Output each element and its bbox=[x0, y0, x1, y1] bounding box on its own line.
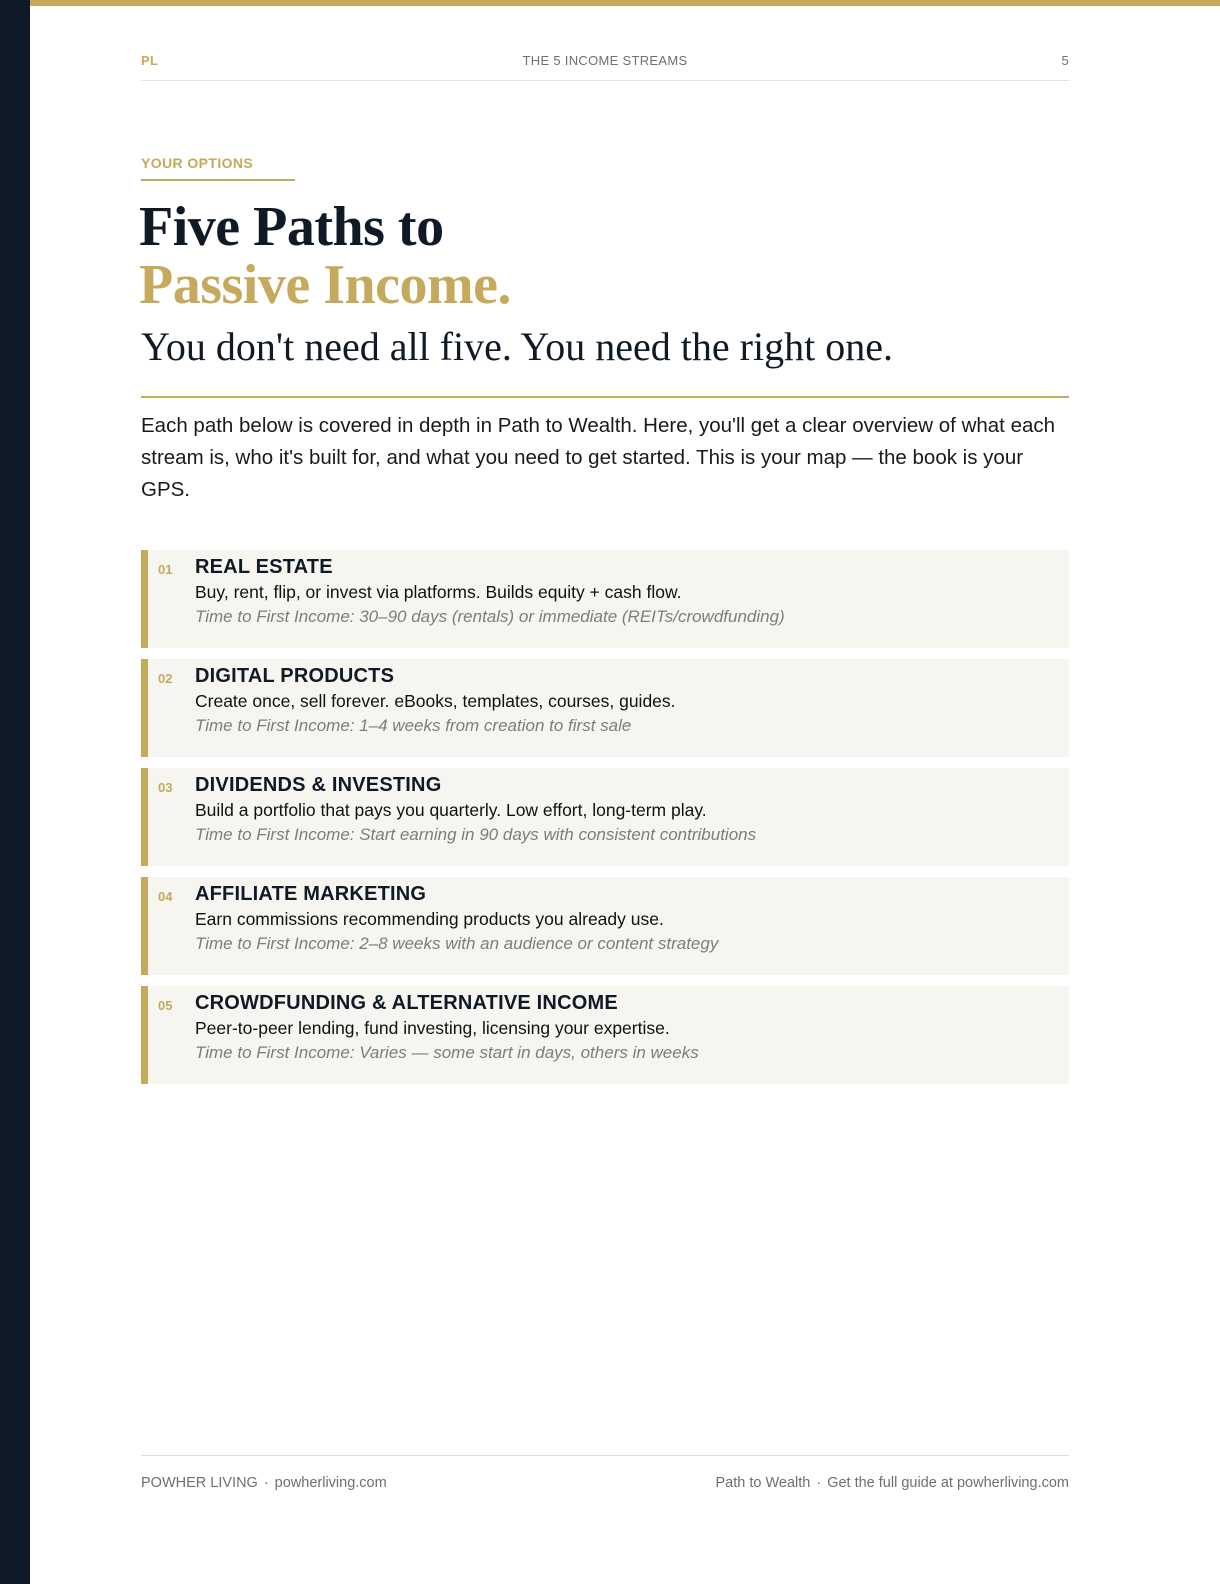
footer-separator: · bbox=[816, 1475, 822, 1491]
stream-number: 05 bbox=[158, 998, 173, 1013]
stream-card-dividends-investing bbox=[141, 768, 1069, 866]
footer-cta-link[interactable]: Get the full guide at powherliving.com bbox=[827, 1475, 1069, 1491]
left-accent-bar bbox=[0, 0, 30, 1584]
title-line-1: Five Paths to bbox=[139, 196, 444, 258]
footer-book-title: Path to Wealth bbox=[715, 1475, 811, 1491]
intro-paragraph: Each path below is covered in depth in Path to Wealth. Here, you'll get a clear overview of what each stream is, who it's built for, and what you need to get started. This is your map — the book is your GPS. bbox=[141, 414, 1056, 501]
title-line-2: Passive Income. bbox=[139, 254, 512, 316]
stream-name: CROWDFUNDING & ALTERNATIVE INCOME bbox=[195, 992, 618, 1014]
footer-brand: POWHER LIVING bbox=[141, 1475, 258, 1491]
stream-name: DIGITAL PRODUCTS bbox=[195, 665, 395, 687]
top-accent-bar bbox=[30, 0, 1220, 6]
page-title bbox=[139, 198, 511, 314]
stream-description: Buy, rent, flip, or invest via platforms. Builds equity + cash flow. bbox=[195, 582, 682, 602]
footer-left bbox=[141, 1475, 387, 1491]
stream-description: Earn commissions recommending products you already use. bbox=[195, 909, 664, 929]
brand-initials: PL bbox=[141, 53, 159, 68]
stream-name: REAL ESTATE bbox=[195, 556, 333, 578]
stream-number: 02 bbox=[158, 671, 173, 686]
section-title: THE 5 INCOME STREAMS bbox=[522, 53, 688, 68]
stream-card-crowdfunding bbox=[141, 986, 1069, 1084]
stream-description: Peer-to-peer lending, fund investing, licensing your expertise. bbox=[195, 1018, 670, 1038]
running-header bbox=[141, 52, 1069, 81]
stream-name: AFFILIATE MARKETING bbox=[195, 883, 427, 905]
stream-time-to-income: Time to First Income: Start earning in 90 days with consistent contributions bbox=[195, 825, 757, 844]
stream-number: 03 bbox=[158, 780, 173, 795]
stream-time-to-income: Time to First Income: 2–8 weeks with an audience or content strategy bbox=[195, 934, 719, 953]
stream-description: Create once, sell forever. eBooks, templates, courses, guides. bbox=[195, 691, 676, 711]
stream-card-affiliate-marketing bbox=[141, 877, 1069, 975]
footer-site-link[interactable]: powherliving.com bbox=[274, 1475, 387, 1491]
stream-card-real-estate bbox=[141, 550, 1069, 648]
stream-card-digital-products bbox=[141, 659, 1069, 757]
gold-divider bbox=[141, 396, 1069, 398]
footer-right bbox=[715, 1475, 1069, 1491]
stream-number: 01 bbox=[158, 562, 173, 577]
stream-time-to-income: Time to First Income: 30–90 days (rentals) or immediate (REITs/crowdfunding) bbox=[195, 607, 785, 626]
footer-divider bbox=[141, 1455, 1069, 1456]
income-streams-list bbox=[141, 550, 1069, 1095]
page-number: 5 bbox=[1061, 53, 1069, 68]
stream-time-to-income: Time to First Income: Varies — some start in days, others in weeks bbox=[195, 1043, 699, 1062]
footer-separator: · bbox=[263, 1475, 269, 1491]
page-subtitle: You don't need all five. You need the right one. bbox=[141, 324, 893, 369]
stream-number: 04 bbox=[158, 889, 173, 904]
eyebrow-label: YOUR OPTIONS bbox=[141, 155, 295, 181]
stream-name: DIVIDENDS & INVESTING bbox=[195, 774, 442, 796]
stream-time-to-income: Time to First Income: 1–4 weeks from creation to first sale bbox=[195, 716, 632, 735]
stream-description: Build a portfolio that pays you quarterly. Low effort, long-term play. bbox=[195, 800, 707, 820]
